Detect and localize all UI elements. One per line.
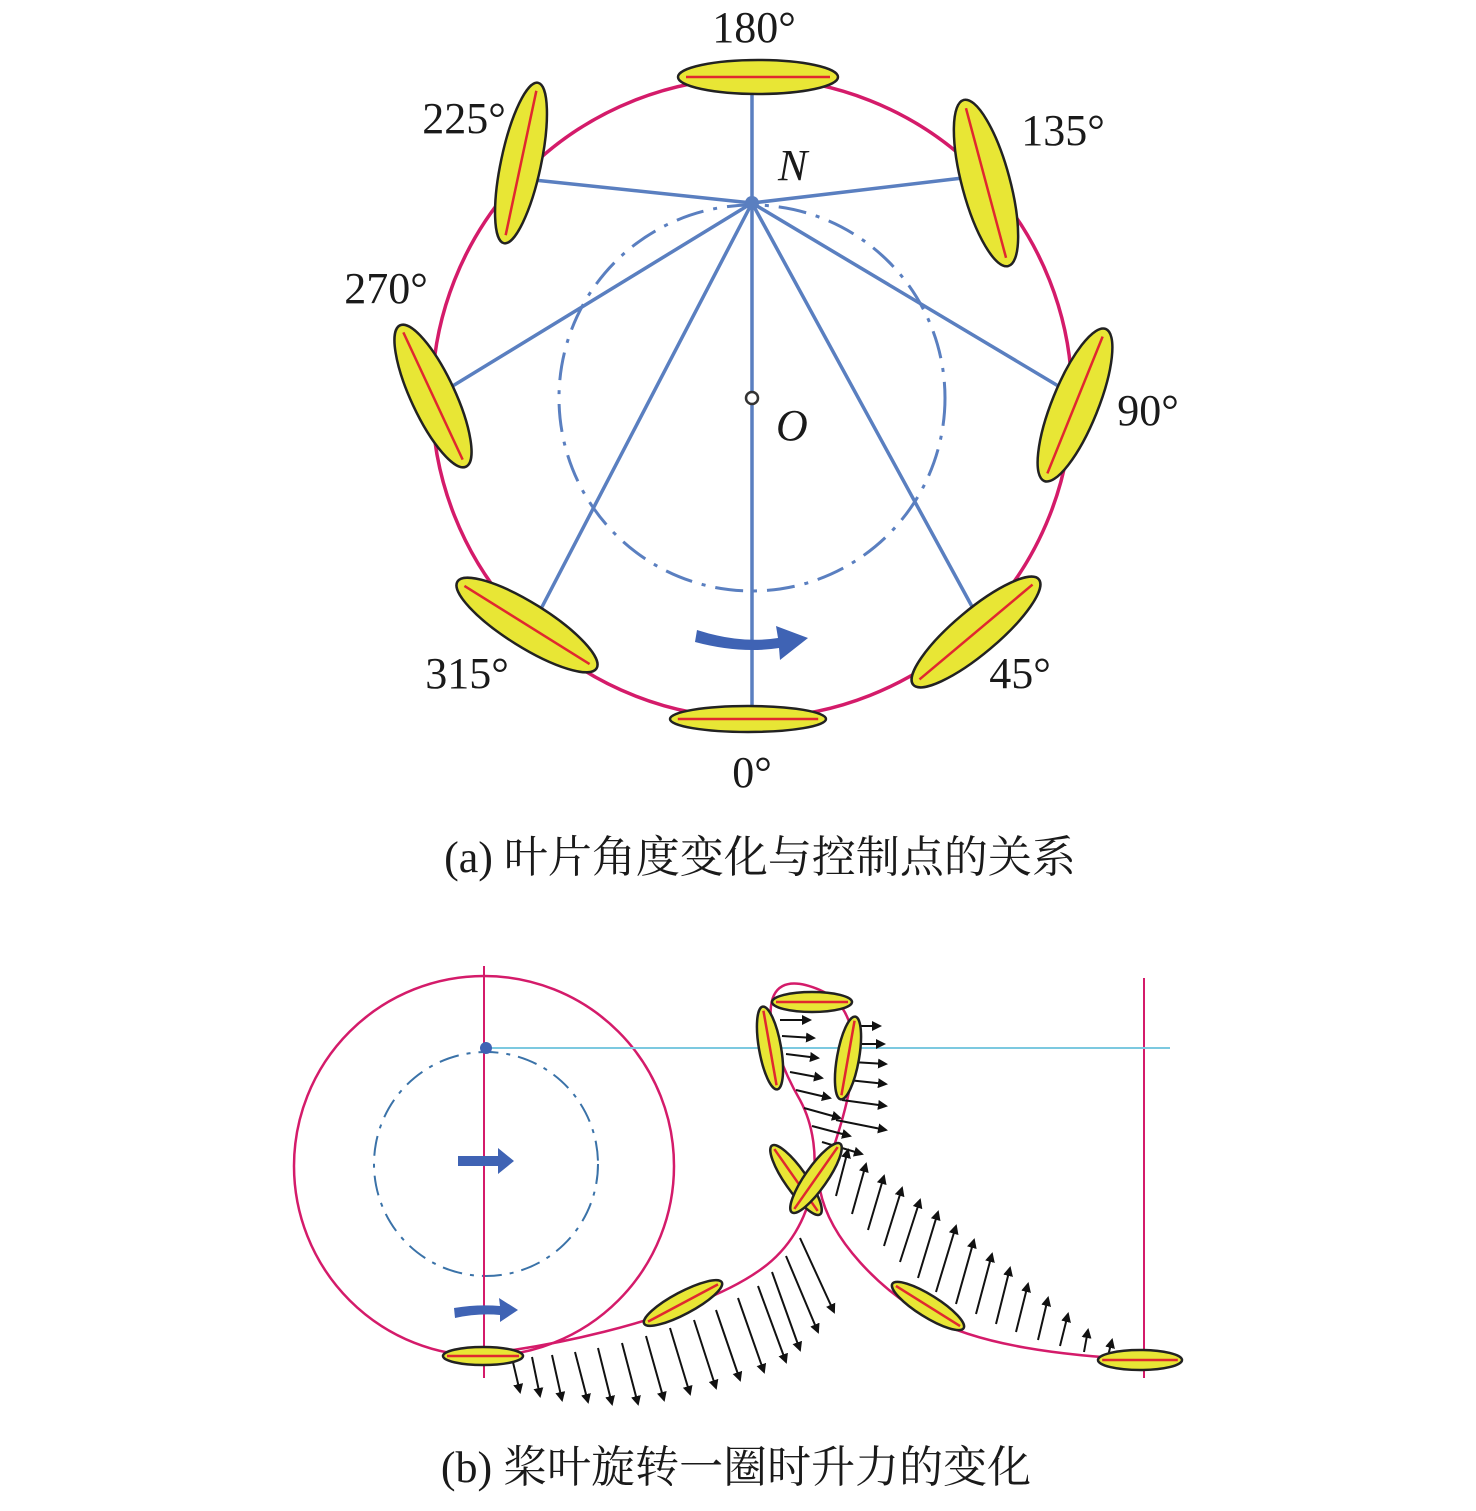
lift-force-arrow	[1038, 1298, 1048, 1340]
lift-force-arrow	[646, 1336, 664, 1400]
panel-a-diagram	[344, 3, 1179, 882]
lift-force-arrow	[738, 1298, 764, 1372]
blade-b-5	[830, 1015, 866, 1102]
angle-label-135: 135°	[1021, 106, 1105, 155]
lift-force-arrow	[575, 1352, 588, 1402]
angle-label-0: 0°	[732, 748, 772, 797]
blade-b-1	[443, 1347, 523, 1365]
blade-b-2	[639, 1273, 727, 1334]
lift-force-arrow	[884, 1188, 902, 1246]
lift-force-arrow	[996, 1268, 1010, 1324]
lift-force-arrow	[1084, 1330, 1088, 1352]
angle-label-315: 315°	[425, 649, 509, 698]
lift-force-arrow	[868, 1176, 884, 1230]
control-point-n	[745, 196, 759, 210]
lift-force-arrow	[716, 1310, 740, 1380]
angle-label-90: 90°	[1117, 386, 1179, 435]
lift-force-arrow	[772, 1272, 800, 1350]
angle-label-225: 225°	[422, 94, 506, 143]
link-225	[515, 178, 752, 203]
angle-label-45: 45°	[989, 649, 1051, 698]
lift-force-arrow	[598, 1348, 612, 1404]
link-270	[433, 203, 752, 398]
lift-force-arrow	[622, 1343, 638, 1404]
lift-force-arrow	[900, 1200, 920, 1262]
center-point-o-label: O	[776, 401, 808, 450]
lift-force-arrow	[782, 1036, 814, 1038]
panel-b-diagram	[294, 966, 1182, 1492]
lift-force-arrow	[670, 1328, 690, 1394]
angle-label-270: 270°	[344, 264, 428, 313]
angle-label-180: 180°	[712, 3, 796, 52]
lift-force-arrow	[976, 1254, 992, 1314]
motion-arrow-lower	[454, 1298, 518, 1322]
blade-135	[941, 94, 1032, 273]
control-point-n-label: N	[778, 141, 808, 190]
link-315	[530, 203, 752, 630]
caption-panel-b: (b) 桨叶旋转一圈时升力的变化	[440, 1443, 1032, 1492]
center-point-o	[746, 392, 758, 404]
blade-b-8	[887, 1274, 970, 1337]
blade-90	[1023, 320, 1127, 489]
blade-180	[678, 60, 838, 94]
lift-force-arrow	[956, 1240, 974, 1304]
blade-0	[670, 706, 826, 732]
control-point-b	[480, 1042, 492, 1054]
lift-force-arrow	[1060, 1314, 1068, 1346]
lift-force-arrow	[694, 1320, 716, 1388]
lift-force-arrow	[790, 1072, 822, 1078]
lift-force-arrow	[918, 1212, 938, 1278]
lift-force-arrow	[796, 1090, 830, 1098]
lift-force-arrow	[552, 1355, 562, 1400]
blade-270	[380, 316, 486, 476]
motion-arrow-upper	[458, 1148, 514, 1174]
blade-b-9	[1098, 1350, 1182, 1370]
lift-force-arrow	[804, 1108, 840, 1118]
lift-force-arrow	[786, 1054, 818, 1058]
caption-panel-a: (a) 叶片角度变化与控制点的关系	[444, 833, 1076, 882]
lift-force-arrow	[532, 1357, 540, 1396]
lift-force-arrow	[852, 1164, 866, 1214]
lift-force-arrow	[812, 1126, 850, 1136]
lift-force-arrow	[936, 1226, 956, 1292]
blade-b-3	[772, 992, 852, 1012]
lift-force-arrow	[836, 1120, 886, 1130]
lift-force-arrow	[1016, 1284, 1028, 1332]
lift-force-arrow	[842, 1100, 886, 1106]
